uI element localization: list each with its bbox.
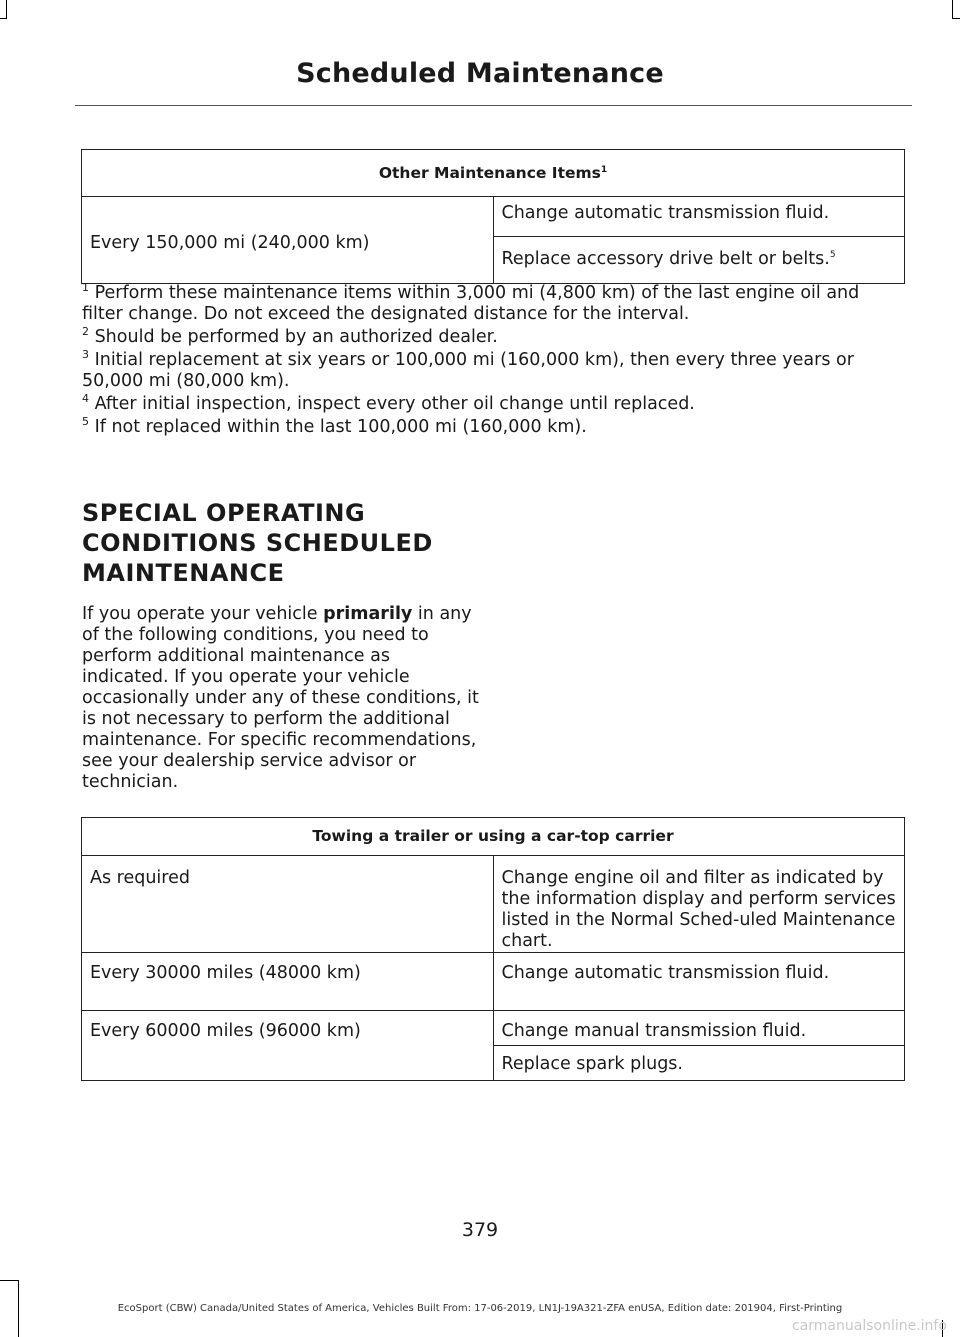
interval-cell: Every 60000 miles (96000 km)	[82, 1011, 494, 1081]
footnote: $^1$ Perform these maintenance items within 3,000 mi (4,800 km) of the last engine oil and filter change. Do not exceed the designated distance for the interval.	[82, 281, 860, 324]
action-cell: Replace spark plugs.	[493, 1046, 905, 1081]
action-cell: Change manual transmission fluid.	[493, 1011, 905, 1046]
action-cell: Replace accessory drive belt or belts.$^5$	[493, 237, 905, 284]
interval-cell: Every 150,000 mi (240,000 km)	[82, 197, 494, 284]
action-cell: Change automatic transmission fluid.	[493, 197, 905, 237]
action-cell: Change engine oil and filter as indicated by the information display and perform services listed in the Normal Sched-uled Maintenance chart.	[493, 856, 905, 953]
section-heading: SPECIAL OPERATING CONDITIONS SCHEDULED MAINTENANCE	[82, 499, 433, 587]
table-caption: Towing a trailer or using a car-top carrier	[82, 818, 905, 856]
crop-mark	[6, 0, 7, 18]
footnote: $^2$ Should be performed by an authorized dealer.	[82, 325, 498, 347]
interval-cell: As required	[82, 856, 494, 953]
watermark: carmanualsonline.info	[792, 1318, 947, 1334]
interval-cell: Every 30000 miles (48000 km)	[82, 953, 494, 1011]
towing-maintenance-table	[81, 817, 905, 1081]
crop-mark	[952, 18, 960, 19]
page-title: Scheduled Maintenance	[296, 58, 664, 89]
footnote: $^5$ If not replaced within the last 100,000 mi (160,000 km).	[82, 415, 587, 437]
footnote: $^4$ After initial inspection, inspect every other oil change until replaced.	[82, 392, 695, 414]
footnote: $^3$ Initial replacement at six years or 100,000 mi (160,000 km), then every three years or 50,000 mi (80,000 km).	[82, 348, 854, 391]
crop-mark	[0, 18, 7, 19]
action-cell: Change automatic transmission fluid.	[493, 953, 905, 1011]
other-maintenance-table	[81, 149, 905, 284]
body-paragraph: If you operate your vehicle primarily in any of the following conditions, you need to perform additional maintenance as indicated. If you operate your vehicle occasionally under any of these conditions, it is not necessary to perform the additional maintenance. For specific recommendations, see your dealership service advisor or technician.	[82, 604, 479, 792]
page-number: 379	[461, 1219, 499, 1241]
crop-mark	[952, 0, 953, 18]
crop-mark	[0, 1280, 18, 1281]
footnotes	[82, 283, 904, 440]
table-caption: Other Maintenance Items$^1$	[82, 150, 905, 197]
footer-text: EcoSport (CBW) Canada/United States of America, Vehicles Built From: 17-06-2019, LN1J-19A321-ZFA enUSA, Edition date: 201904, First-Printing	[117, 1303, 843, 1314]
title-divider	[75, 105, 912, 106]
